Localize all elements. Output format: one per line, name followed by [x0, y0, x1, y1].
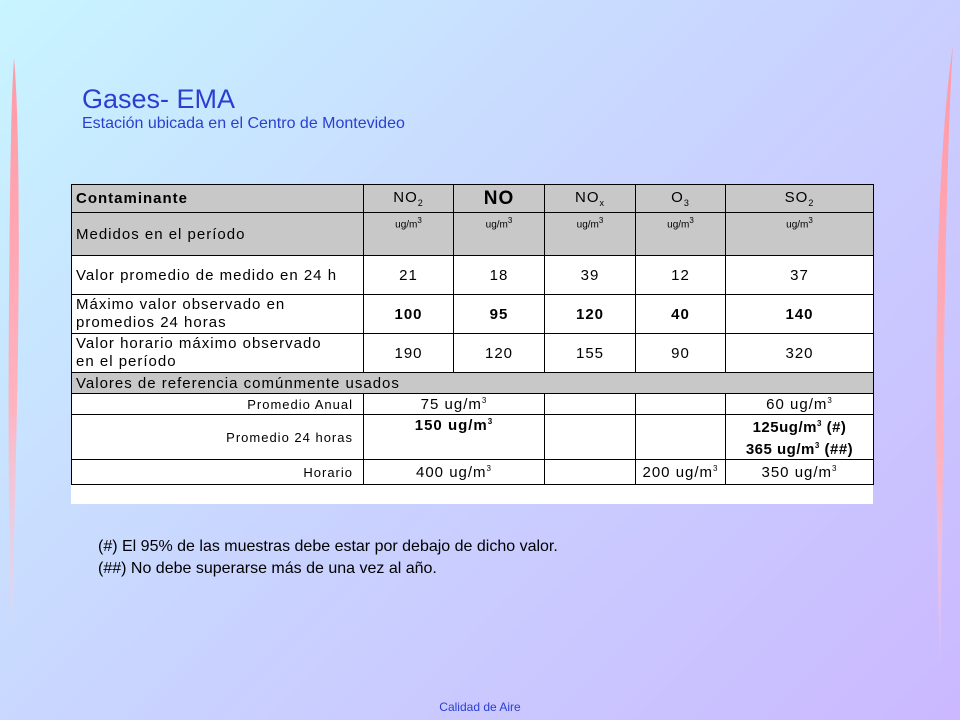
unit-o3-text: ug/m [667, 219, 690, 231]
max24-label-line2: promedios 24 horas [76, 314, 227, 331]
reference-label: Valores de referencia comúnmente usados [72, 373, 874, 394]
annual-no2 [364, 394, 545, 415]
header-nox-text: NO [575, 189, 600, 206]
table-row-annual [72, 394, 874, 415]
max24-nox: 120 [545, 295, 636, 334]
header-o3 [636, 185, 726, 213]
hourly-no2-text: 400 ug/m [416, 463, 487, 481]
hmax-no2: 190 [364, 334, 454, 373]
unit-so2 [726, 213, 874, 256]
max24-no: 95 [454, 295, 545, 334]
p24-so2-line2-sup: 3 [814, 441, 820, 450]
p24-no2 [364, 415, 545, 460]
table-row-hourly [72, 460, 874, 485]
hourly-o3-sup: 3 [713, 463, 719, 473]
annual-so2-sup: 3 [827, 395, 833, 405]
hourly-o3 [636, 460, 726, 485]
p24-so2-line2: 365 ug/m [745, 441, 815, 458]
hmax-label-line1: Valor horario máximo observado [76, 335, 322, 352]
hmax-no: 120 [454, 334, 545, 373]
annual-nox [545, 394, 636, 415]
header-no: NO [454, 185, 545, 213]
table-row-24h [72, 415, 874, 460]
avg24-no2: 21 [364, 256, 454, 295]
header-so2-text: SO [784, 189, 809, 206]
p24-no2-text: 150 ug/m [414, 417, 488, 434]
unit-nox-sup: 3 [598, 216, 604, 225]
max24-so2: 140 [726, 295, 874, 334]
p24-o3 [636, 415, 726, 460]
hourly-label: Horario [72, 460, 364, 485]
footnotes [98, 536, 558, 580]
p24-so2-line2-tail: (##) [819, 441, 854, 458]
avg24-label: Valor promedio de medido en 24 h [72, 256, 364, 295]
header-no2-sub: 2 [417, 198, 424, 208]
unit-nox-text: ug/m [576, 219, 599, 231]
avg24-so2: 37 [726, 256, 874, 295]
unit-nox [545, 213, 636, 256]
p24-so2-line1-tail: (#) [821, 419, 847, 436]
annual-no2-text: 75 ug/m [420, 395, 482, 413]
unit-no2-sup: 3 [417, 216, 422, 225]
hmax-so2: 320 [726, 334, 874, 373]
unit-no [454, 213, 545, 256]
unit-no2-text: ug/m [395, 219, 418, 231]
hmax-label-line2: en el período [76, 353, 177, 370]
max24-label [72, 295, 364, 334]
hourly-nox [545, 460, 636, 485]
header-o3-text: O [671, 189, 684, 206]
hmax-o3: 90 [636, 334, 726, 373]
max24-o3: 40 [636, 295, 726, 334]
unit-o3 [636, 213, 726, 256]
table-row-avg24 [72, 256, 874, 295]
slide-footer: Calidad de Aire [439, 700, 521, 714]
hourly-so2-text: 350 ug/m [761, 463, 833, 481]
table-row-hourly-max [72, 334, 874, 373]
max24-label-line1: Máximo valor observado en [76, 296, 286, 313]
footnote-2: (##) No debe superarse más de una vez al año. [98, 560, 437, 577]
hourly-o3-text: 200 ug/m [642, 463, 714, 481]
pollutant-table [71, 184, 874, 485]
annual-no2-sup: 3 [481, 395, 488, 405]
hourly-so2 [726, 460, 874, 485]
hourly-no2 [364, 460, 545, 485]
p24-label: Promedio 24 horas [72, 415, 364, 460]
header-no2-text: NO [393, 189, 418, 206]
annual-so2-text: 60 ug/m [766, 395, 828, 413]
header-nox [545, 185, 636, 213]
hourly-no2-sup: 3 [486, 463, 492, 473]
table-row-max24 [72, 295, 874, 334]
annual-so2 [726, 394, 874, 415]
table-row-units [72, 213, 874, 256]
hourly-so2-sup: 3 [832, 463, 838, 473]
p24-nox [545, 415, 636, 460]
annual-o3 [636, 394, 726, 415]
avg24-no: 18 [454, 256, 545, 295]
slide-title: Gases- EMA [82, 84, 236, 114]
header-no2 [364, 185, 454, 213]
left-accent-streak [0, 0, 30, 720]
unit-no-sup: 3 [507, 216, 513, 225]
unit-so2-sup: 3 [808, 216, 813, 225]
p24-so2-line1-sup: 3 [816, 419, 822, 428]
header-contaminante: Contaminante [72, 185, 364, 213]
pollutant-table-container [71, 184, 873, 504]
max24-no2: 100 [364, 295, 454, 334]
header-nox-sub: x [599, 198, 605, 208]
annual-label: Promedio Anual [72, 394, 364, 415]
unit-so2-text: ug/m [786, 219, 809, 231]
right-accent-streak [920, 0, 960, 720]
slide-subtitle: Estación ubicada en el Centro de Montevideo [82, 115, 405, 132]
header-so2-sub: 2 [808, 198, 815, 208]
unit-o3-sup: 3 [689, 216, 694, 225]
avg24-nox: 39 [545, 256, 636, 295]
avg24-o3: 12 [636, 256, 726, 295]
p24-so2 [726, 415, 874, 460]
table-row-reference-header [72, 373, 874, 394]
header-o3-sub: 3 [683, 198, 690, 208]
table-header-row [72, 185, 874, 213]
hmax-label [72, 334, 364, 373]
hmax-nox: 155 [545, 334, 636, 373]
header-so2 [726, 185, 874, 213]
units-label: Medidos en el período [72, 213, 364, 256]
unit-no2 [364, 213, 454, 256]
p24-no2-sup: 3 [487, 417, 494, 426]
p24-so2-line1: 125ug/m [752, 419, 817, 436]
footnote-1: (#) El 95% de las muestras debe estar por debajo de dicho valor. [98, 538, 558, 555]
unit-no-text: ug/m [485, 219, 508, 231]
